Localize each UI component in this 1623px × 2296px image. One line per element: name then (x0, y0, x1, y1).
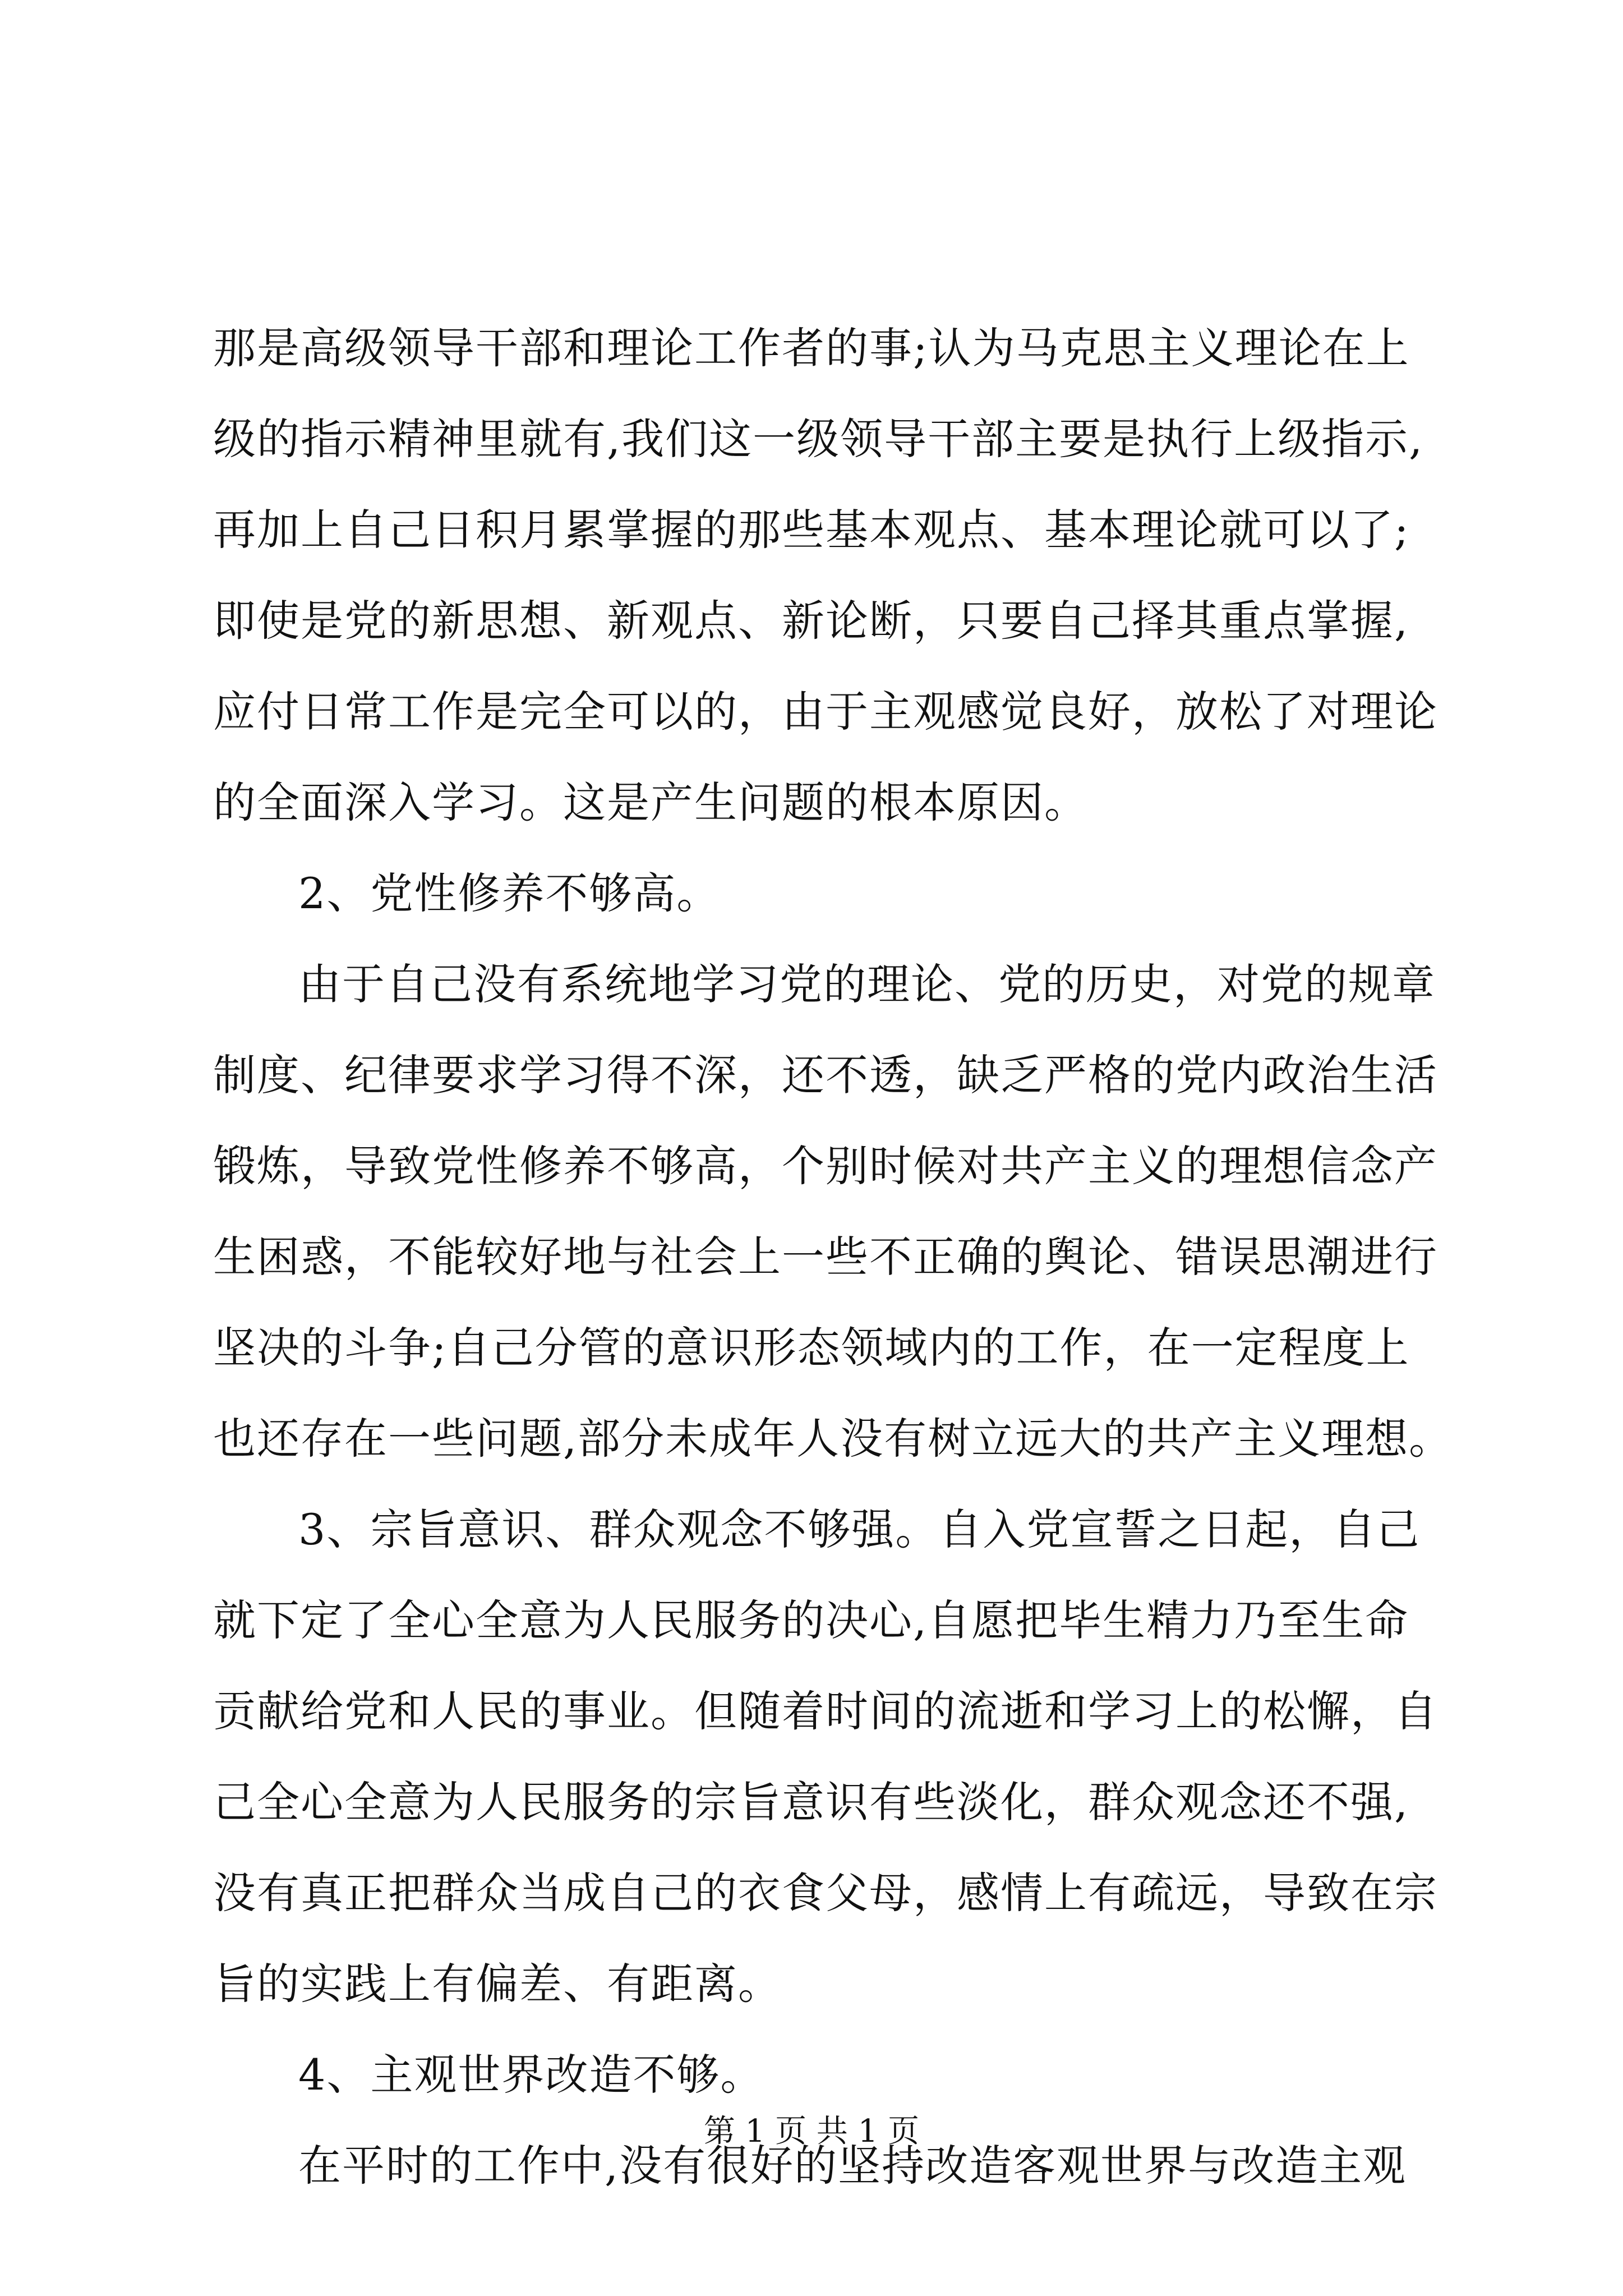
text-line: 应付日常工作是完全可以的，由于主观感觉良好，放松了对理论 (213, 687, 1438, 737)
text-line: 在平时的工作中,没有很好的坚持改造客观世界与改造主观 (298, 2141, 1407, 2191)
section-heading-4: 4、主观世界改造不够。 (298, 2050, 764, 2100)
text-line: 贡献给党和人民的事业。但随着时间的流逝和学习上的松懈，自 (213, 1686, 1438, 1736)
section-heading-3: 3、宗旨意识、群众观念不够强。自入党宣誓之日起，自己 (298, 1504, 1421, 1554)
page-footer: 第 1 页 共 1 页 (703, 2113, 920, 2150)
text-line: 旨的实践上有偏差、有距离。 (213, 1959, 782, 2009)
document-body (213, 303, 1475, 2211)
text-line: 再加上自己日积月累掌握的那些基本观点、基本理论就可以了; (213, 505, 1410, 555)
text-line: 的全面深入学习。这是产生问题的根本原因。 (213, 777, 1088, 827)
text-line: 即使是党的新思想、新观点、新论断，只要自己择其重点掌握, (213, 596, 1409, 646)
text-line: 级的指示精神里就有,我们这一级领导干部主要是执行上级指示, (213, 414, 1424, 464)
text-line: 就下定了全心全意为人民服务的决心,自愿把毕生精力乃至生命 (213, 1595, 1409, 1645)
text-line: 锻炼，导致党性修养不够高，个别时候对共产主义的理想信念产 (213, 1141, 1438, 1191)
text-line: 生困惑，不能较好地与社会上一些不正确的舆论、错误思潮进行 (213, 1232, 1438, 1282)
text-line: 制度、纪律要求学习得不深，还不透，缺乏严格的党内政治生活 (213, 1050, 1438, 1100)
text-line: 由于自己没有系统地学习党的理论、党的历史，对党的规章 (298, 959, 1436, 1009)
text-line: 那是高级领导干部和理论工作者的事;认为马克思主义理论在上 (213, 323, 1410, 373)
text-line: 没有真正把群众当成自己的衣食父母，感情上有疏远，导致在宗 (213, 1868, 1438, 1918)
text-line: 己全心全意为人民服务的宗旨意识有些淡化，群众观念还不强, (213, 1777, 1409, 1827)
text-line: 坚决的斗争;自己分管的意识形态领域内的工作，在一定程度上 (213, 1323, 1410, 1373)
section-heading-2: 2、党性修养不够高。 (298, 868, 721, 918)
text-line: 也还存在一些问题,部分未成年人没有树立远大的共产主义理想。 (213, 1414, 1453, 1464)
